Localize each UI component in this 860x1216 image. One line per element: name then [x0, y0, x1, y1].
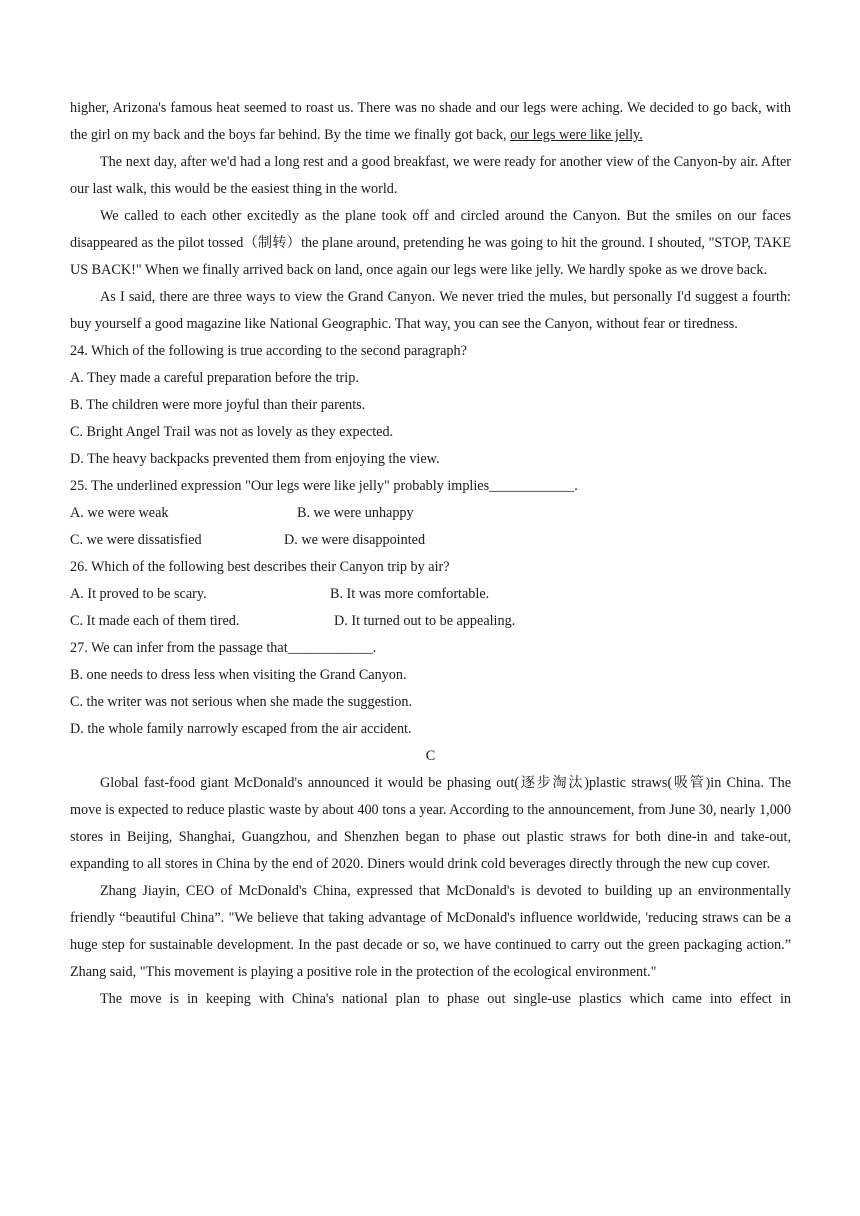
question-24-stem: 24. Which of the following is true according to the second paragraph?	[70, 343, 467, 359]
question-25-stem: 25. The underlined expression "Our legs were like jelly" probably implies____________.	[70, 478, 578, 494]
question-27-option-c: C. the writer was not serious when she made the suggestion.	[70, 694, 413, 710]
question-26-options-row-2	[70, 608, 791, 635]
question-26-stem: 26. Which of the following best describes their Canyon trip by air?	[70, 559, 450, 575]
passage-b-paragraph-3: We called to each other excitedly as the plane took off and circled around the Canyon. But the smiles on our faces disappeared as the pilot tossed（制转）the plane around, pretending he was going to hit the ground. I shouted, "STOP, TAKE US BACK!" When we finally arrived back on land, once again our legs were like jelly. We hardly spoke as we drove back.	[70, 208, 791, 278]
document-page	[70, 95, 791, 1013]
question-26-option-a: A. It proved to be scary.	[70, 586, 207, 602]
question-25-option-a: A. we were weak	[70, 505, 169, 521]
question-26-option-d: D. It turned out to be appealing.	[334, 613, 516, 629]
question-27-stem: 27. We can infer from the passage that____________.	[70, 640, 377, 656]
question-25-option-c: C. we were dissatisfied	[70, 532, 202, 548]
question-24-option-b: B. The children were more joyful than their parents.	[70, 397, 366, 413]
question-25-options-row-1	[70, 500, 791, 527]
passage-c-heading: C	[425, 748, 436, 764]
question-24-option-c: C. Bright Angel Trail was not as lovely as they expected.	[70, 424, 394, 440]
passage-c-paragraph-2: Zhang Jiayin, CEO of McDonald's China, expressed that McDonald's is devoted to building up an environmentally friendly “beautiful China”. "We believe that taking advantage of McDonald's influence worldwide, 'reducing straws can be a huge step for sustainable development. In the past decade or so, we have continued to carry out the green packaging action.” Zhang said, "This movement is playing a positive role in the protection of the ecological environment."	[70, 883, 791, 980]
question-26-option-c: C. It made each of them tired.	[70, 613, 240, 629]
underlined-expression: our legs were like jelly.	[510, 127, 643, 143]
question-24-option-d: D. The heavy backpacks prevented them from enjoying the view.	[70, 451, 440, 467]
question-26-option-b: B. It was more comfortable.	[330, 586, 490, 602]
passage-c-paragraph-3: The move is in keeping with China's national plan to phase out single-use plastics which came into effect in	[100, 991, 791, 1007]
passage-c-paragraph-1: Global fast-food giant McDonald's announced it would be phasing out(逐步淘汰)plastic straws(吸管)in China. The move is expected to reduce plastic waste by about 400 tons a year. According to the announcement, from June 30, nearly 1,000 stores in Beijing, Shanghai, Guangzhou, and Shenzhen began to phase out plastic straws for both dine-in and take-out, expanding to all stores in China by the end of 2020. Diners would drink cold beverages directly through the new cup cover.	[70, 775, 791, 872]
question-27-option-d: D. the whole family narrowly escaped from the air accident.	[70, 721, 412, 737]
paragraph-text: higher, Arizona's famous heat seemed to roast us. There was no shade and our legs were aching. We decided to go back, with the girl on my back and the boys far behind. By the time we finally got back,	[70, 100, 791, 143]
passage-b-paragraph-4: As I said, there are three ways to view the Grand Canyon. We never tried the mules, but personally I'd suggest a fourth: buy yourself a good magazine like National Geographic. That way, you can see the Canyon, without fear or tiredness.	[70, 289, 791, 332]
question-27-option-b: B. one needs to dress less when visiting the Grand Canyon.	[70, 667, 407, 683]
question-25-option-b: B. we were unhappy	[297, 505, 414, 521]
question-25-option-d: D. we were disappointed	[284, 532, 426, 548]
question-26-options-row-1	[70, 581, 791, 608]
passage-b-paragraph-2: The next day, after we'd had a long rest and a good breakfast, we were ready for another view of the Canyon-by air. After our last walk, this would be the easiest thing in the world.	[70, 154, 791, 197]
passage-b-paragraph-1	[70, 95, 791, 149]
question-25-options-row-2	[70, 527, 791, 554]
question-24-option-a: A. They made a careful preparation before the trip.	[70, 370, 359, 386]
